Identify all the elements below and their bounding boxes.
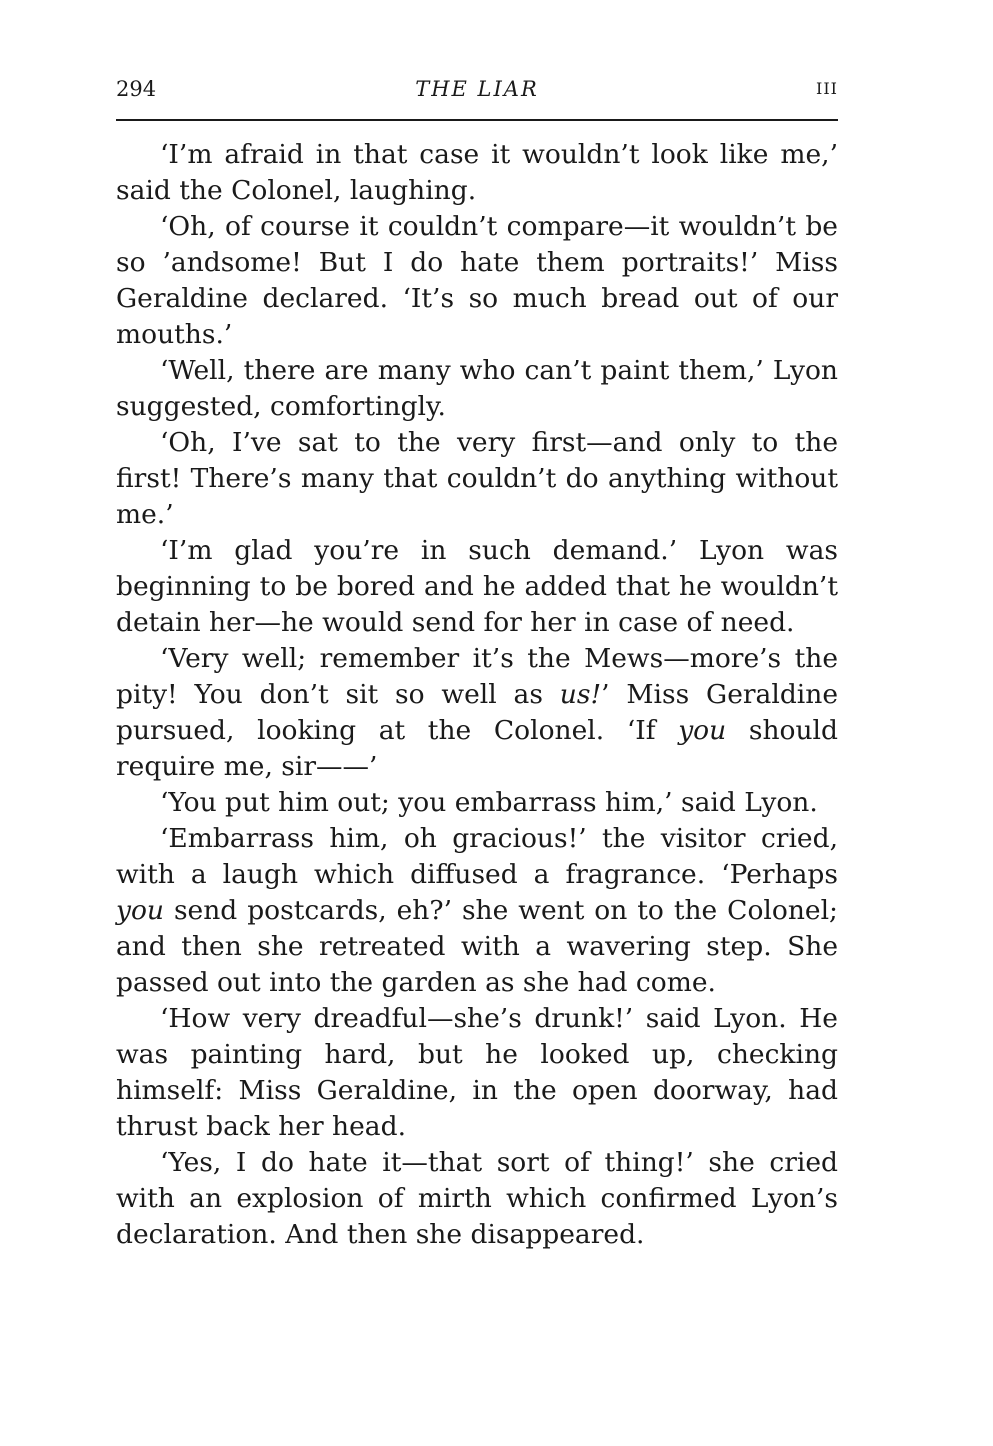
chapter-number: III [816,79,838,98]
body-text [116,137,838,1253]
text-run: ’ Miss Geraldine pursued, looking at the Colonel. ‘If [116,679,839,746]
text-run: send postcards, eh?’ she went on to the Colonel; and then she retreated with a wavering step. She passed out into the garden as she had come. [116,895,838,998]
text-run: should require me, sir——’ [116,715,838,782]
text-run: ‘Very well; remember it’s the Mews—more’s the pity! You don’t sit so well as [116,643,838,710]
page-header [116,74,838,104]
paragraph: ‘Well, there are many who can’t paint them,’ Lyon suggested, comfortingly. [116,355,838,422]
paragraph: ‘Yes, I do hate it—that sort of thing!’ she cried with an explosion of mirth which confirmed Lyon’s declaration. And then she disappeared. [116,1147,838,1250]
paragraph: ‘I’m afraid in that case it wouldn’t look like me,’ said the Colonel, laughing. [116,139,838,206]
running-title: THE LIAR [415,77,539,101]
italic-text: you [116,895,164,926]
paragraph [116,641,838,785]
paragraph: ‘How very dreadful—she’s drunk!’ said Lyon. He was painting hard, but he looked up, checking himself: Miss Geraldine, in the open doorway, had thrust back her head. [116,1003,838,1142]
paragraph: ‘Oh, of course it couldn’t compare—it wouldn’t be so ’andsome! But I do hate them portraits!’ Miss Geraldine declared. ‘It’s so much bread out of our mouths.’ [116,211,838,350]
text-run: ‘Embarrass him, oh gracious!’ the visitor cried, with a laugh which diffused a fragrance. ‘Perhaps [116,823,838,890]
italic-text: you [678,715,727,746]
paragraph [116,821,838,1001]
header-rule [116,119,838,121]
italic-text: us! [559,679,602,710]
paragraph: ‘You put him out; you embarrass him,’ said Lyon. [160,787,818,818]
paragraph: ‘Oh, I’ve sat to the very first—and only to the first! There’s many that couldn’t do anything without me.’ [116,427,838,530]
page-number: 294 [116,77,157,101]
paragraph: ‘I’m glad you’re in such demand.’ Lyon was beginning to be bored and he added that he wouldn’t detain her—he would send for her in case of need. [116,535,838,638]
